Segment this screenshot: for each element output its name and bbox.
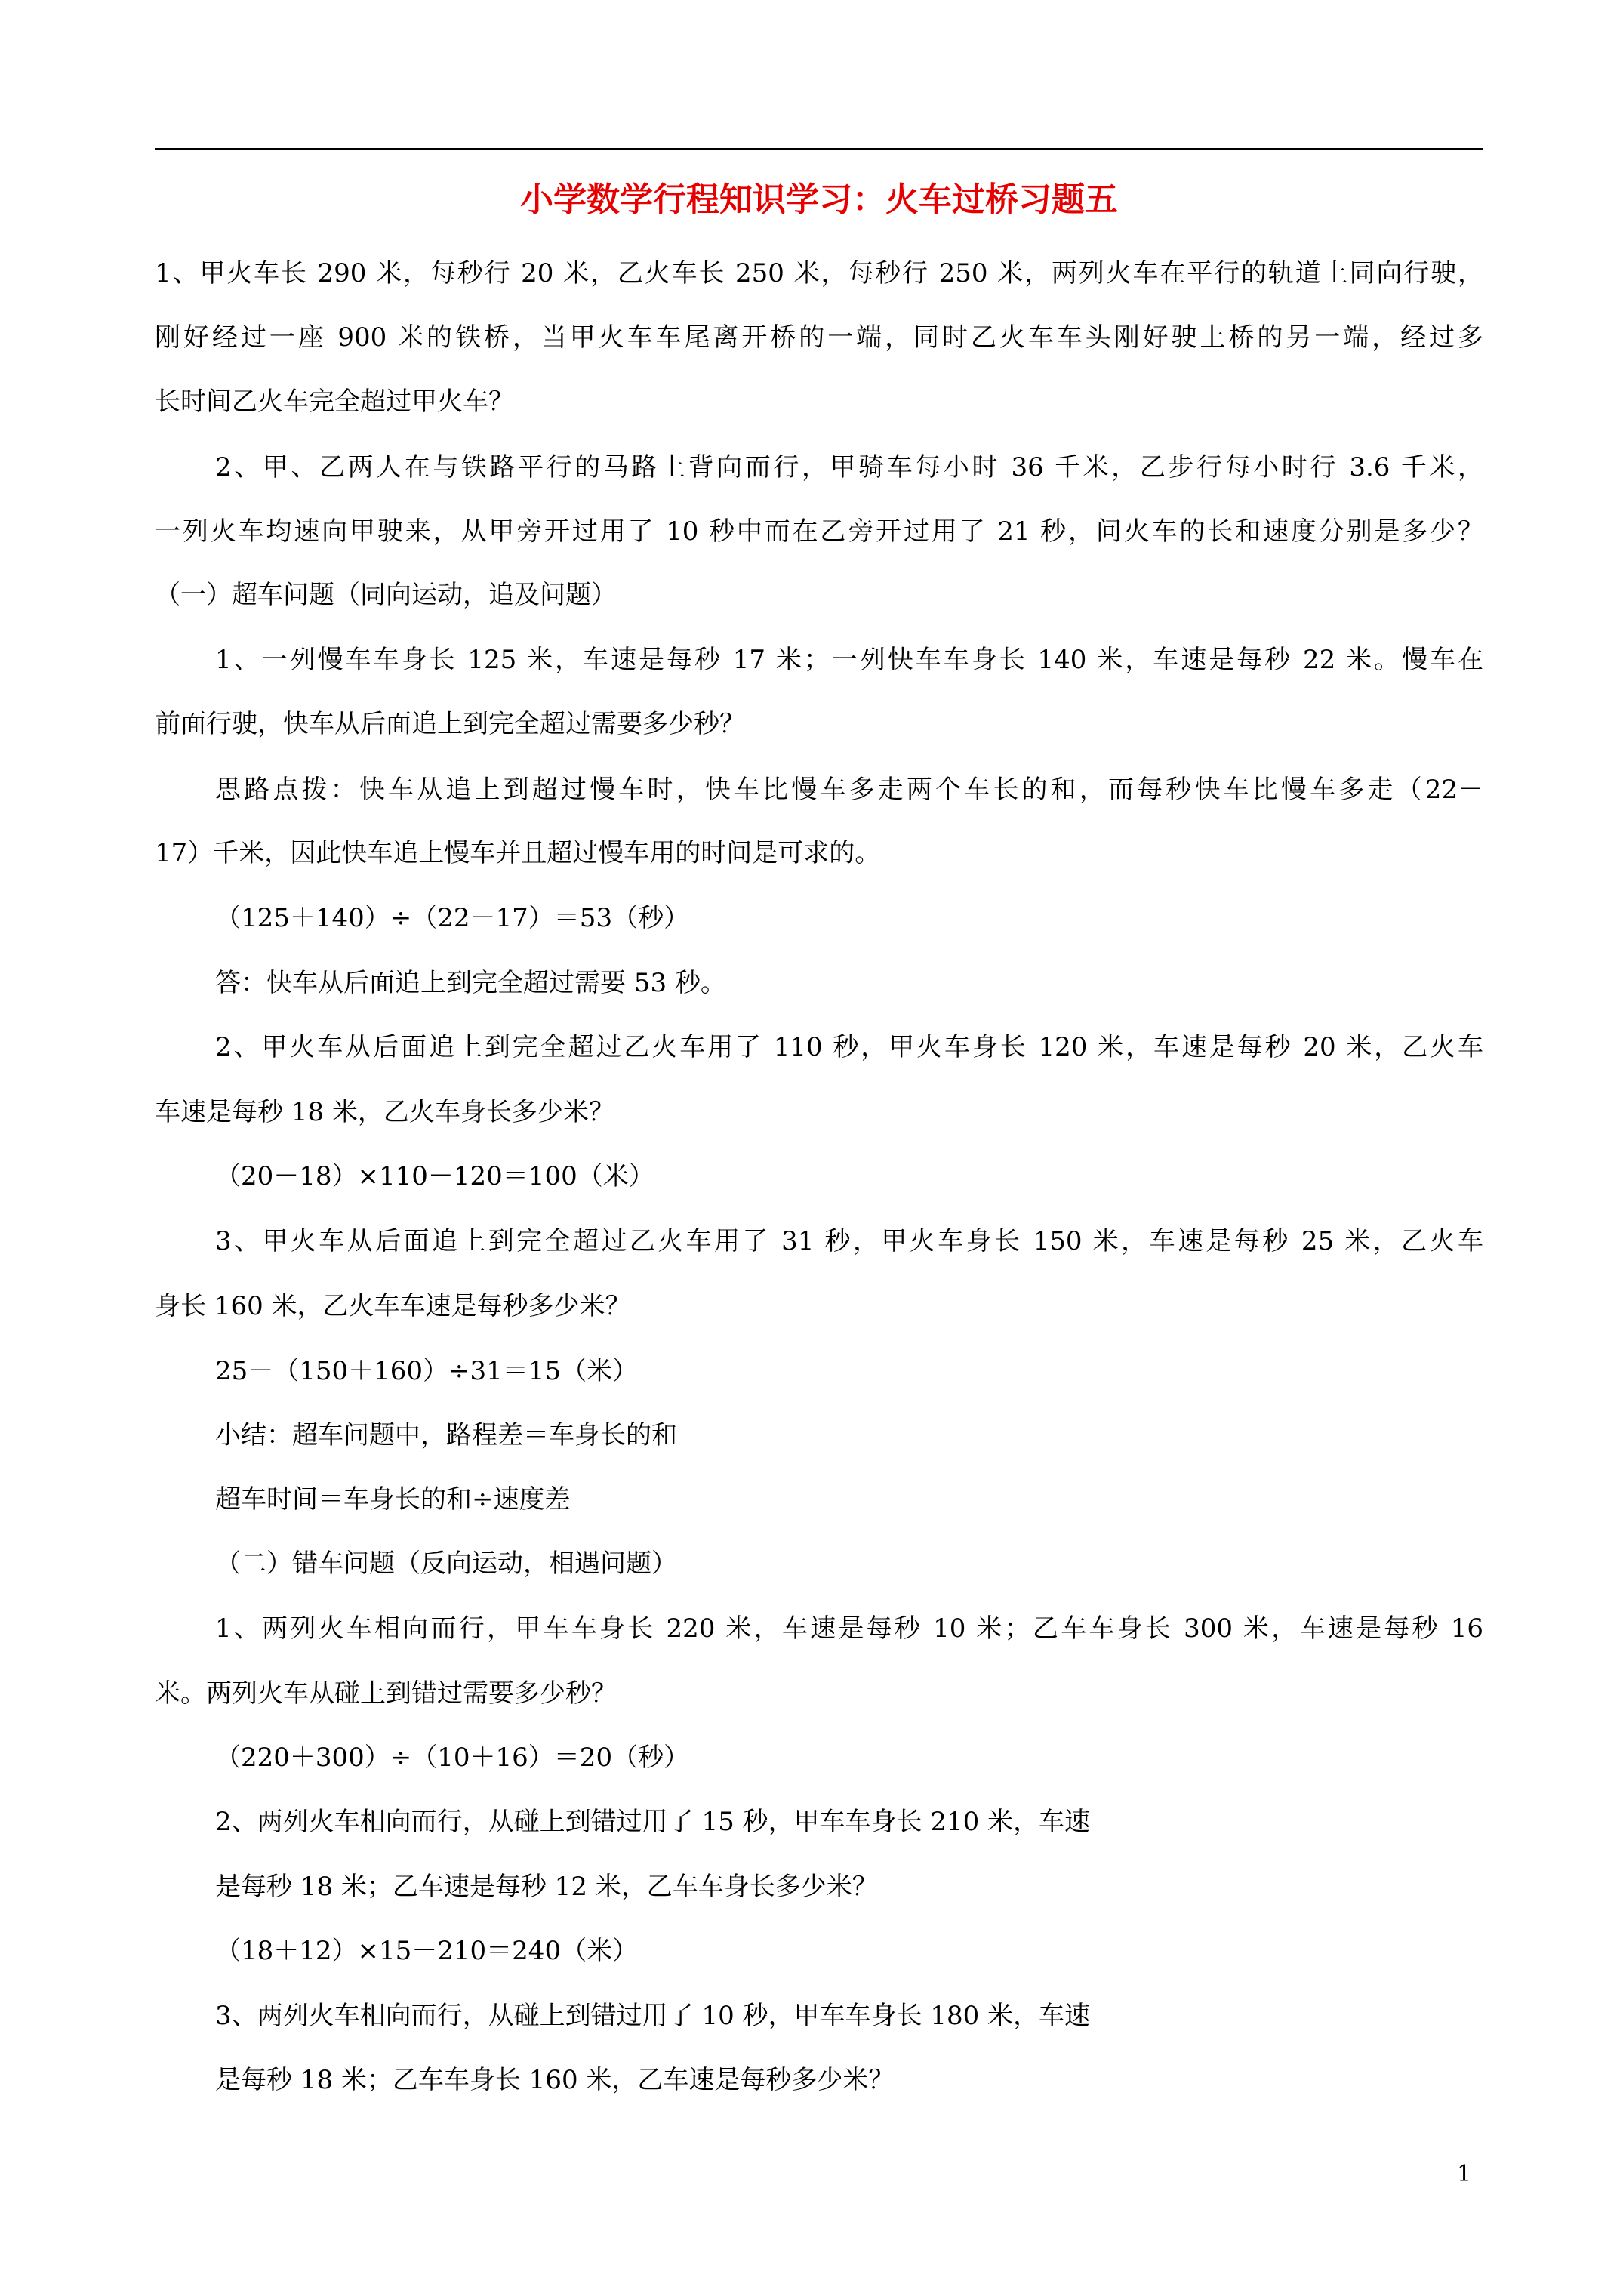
formula-line: （125＋140）÷（22－17）＝53（秒） — [215, 903, 690, 933]
text-line: 1、一列慢车车身长 125 米，车速是每秒 17 米；一列快车车身长 140 米，车速是每秒 22 米。慢车在 — [215, 645, 1483, 675]
text-line: 1、甲火车长 290 米，每秒行 20 米，乙火车长 250 米，每秒行 250 米，两列火车在平行的轨道上同向行驶， — [155, 258, 1483, 288]
text-line: 米。两列火车从碰上到错过需要多少秒？ — [155, 1678, 617, 1709]
section-heading: （二）错车问题（反向运动，相遇问题） — [215, 1549, 677, 1579]
text-line: 2、甲、乙两人在与铁路平行的马路上背向而行，甲骑车每小时 36 千米，乙步行每小时行 3.6 千米， — [215, 452, 1483, 482]
formula-line: 25－（150＋160）÷31＝15（米） — [215, 1356, 639, 1386]
text-line: 2、两列火车相向而行，从碰上到错过用了 15 秒，甲车车身长 210 米，车速 — [215, 1807, 1091, 1837]
formula-line: （18＋12）×15－210＝240（米） — [215, 1936, 639, 1966]
text-line: 1、两列火车相向而行，甲车车身长 220 米，车速是每秒 10 米；乙车车身长 300 米，车速是每秒 16 — [215, 1613, 1483, 1644]
header-rule — [155, 148, 1483, 150]
formula-line: （20－18）×110－120＝100（米） — [215, 1161, 654, 1191]
summary-line: 小结：超车问题中，路程差＝车身长的和 — [215, 1420, 677, 1450]
formula-line: （220＋300）÷（10＋16）＝20（秒） — [215, 1743, 690, 1773]
text-line: 长时间乙火车完全超过甲火车？ — [155, 387, 514, 417]
text-line: 2、甲火车从后面追上到完全超过乙火车用了 110 秒，甲火车身长 120 米，车速是每秒 20 米，乙火车 — [215, 1032, 1483, 1062]
summary-line: 超车时间＝车身长的和÷速度差 — [215, 1484, 571, 1515]
text-line: 一列火车均速向甲驶来，从甲旁开过用了 10 秒中而在乙旁开过用了 21 秒，问火车的长和速度分别是多少？ — [155, 516, 1483, 547]
text-line: 刚好经过一座 900 米的铁桥，当甲火车车尾离开桥的一端，同时乙火车车头刚好驶上桥的另一端，经过多 — [155, 322, 1483, 353]
page-title: 小学数学行程知识学习：火车过桥习题五 — [520, 180, 1118, 219]
text-line: 是每秒 18 米；乙车速是每秒 12 米，乙车车身长多少米？ — [215, 1872, 878, 1902]
text-line: 身长 160 米，乙火车车速是每秒多少米？ — [155, 1291, 631, 1321]
text-line: 17）千米，因此快车追上慢车并且超过慢车用的时间是可求的。 — [155, 838, 881, 868]
text-line: 思路点拨：快车从追上到超过慢车时，快车比慢车多走两个车长的和，而每秒快车比慢车多走（22－ — [215, 775, 1483, 805]
text-line: 车速是每秒 18 米，乙火车身长多少米？ — [155, 1097, 614, 1127]
text-line: 3、两列火车相向而行，从碰上到错过用了 10 秒，甲车车身长 180 米，车速 — [215, 2001, 1091, 2031]
page-number: 1 — [1457, 2161, 1472, 2187]
text-line: 前面行驶，快车从后面追上到完全超过需要多少秒？ — [155, 709, 745, 739]
text-line: 3、甲火车从后面追上到完全超过乙火车用了 31 秒，甲火车身长 150 米，车速是每秒 25 米，乙火车 — [215, 1226, 1483, 1256]
text-line: 是每秒 18 米；乙车车身长 160 米，乙车速是每秒多少米？ — [215, 2065, 895, 2095]
answer-line: 答：快车从后面追上到完全超过需要 53 秒。 — [215, 968, 726, 998]
section-heading: （一）超车问题（同向运动，追及问题） — [155, 580, 617, 610]
